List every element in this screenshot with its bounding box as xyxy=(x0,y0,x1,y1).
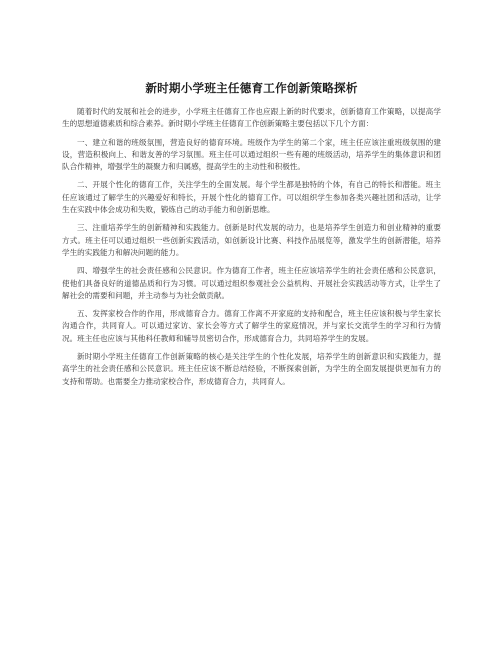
paragraph-conclusion: 新时期小学班主任德育工作创新策略的核心是关注学生的个性化发展，培养学生的创新意识和实践能力，提高学生的社会责任感和公民意识。班主任应该不断总结经验，不断探索创新，为学生的全面发展提供更加有力的支持和帮助。也需要全力推动家校合作，形成德育合力，共同育人。 xyxy=(62,352,441,386)
paragraph-section-1: 一、建立和谐的班级氛围，营造良好的德育环境。班级作为学生的第二个家，班主任应该注重班级氛围的建设，营造积极向上、和谐友善的学习氛围。班主任可以通过组织一些有趣的班级活动，培养学生的集体意识和团队合作精神，增强学生的凝聚力和归属感，提高学生的主动性和积极性。 xyxy=(62,137,441,172)
document-title: 新时期小学班主任德育工作创新策略探析 xyxy=(145,81,358,95)
paragraph-section-2: 二、开展个性化的德育工作，关注学生的全面发展。每个学生都是独特的个体，有自己的特长和潜能。班主任应该通过了解学生的兴趣爱好和特长，开展个性化的德育工作。可以组织学生参加各类兴趣社团和活动，让学生在实践中体会成功和失败，锻炼自己的动手能力和创新思维。 xyxy=(62,180,441,215)
paragraph-section-4: 四、增强学生的社会责任感和公民意识。作为德育工作者，班主任应该培养学生的社会责任感和公民意识，使他们具备良好的道德品质和行为习惯。可以通过组织参观社会公益机构、开展社会实践活动等方式，让学生了解社会的需要和问题，并主动参与为社会做贡献。 xyxy=(62,266,441,300)
paragraph-intro: 随着时代的发展和社会的进步，小学班主任德育工作也应跟上新的时代要求，创新德育工作策略，以提高学生的思想道德素质和综合素养。新时期小学班主任德育工作创新策略主要包括以下几个方面： xyxy=(62,107,441,129)
paragraph-section-5: 五、发挥家校合作的作用，形成德育合力。德育工作离不开家庭的支持和配合，班主任应该积极与学生家长沟通合作，共同育人。可以通过家访、家长会等方式了解学生的家庭情况，并与家长交流学生的学习和行为情况。班主任也应该与其他科任教师和辅导员密切合作，形成德育合力，共同培养学生的发展。 xyxy=(62,309,441,343)
paragraph-section-3: 三、注重培养学生的创新精神和实践能力。创新是时代发展的动力，也是培养学生创造力和创业精神的重要方式。班主任可以通过组织一些创新实践活动，如创新设计比赛、科技作品展览等，激发学生的创新潜能，培养学生的实践能力和解决问题的能力。 xyxy=(62,223,441,257)
